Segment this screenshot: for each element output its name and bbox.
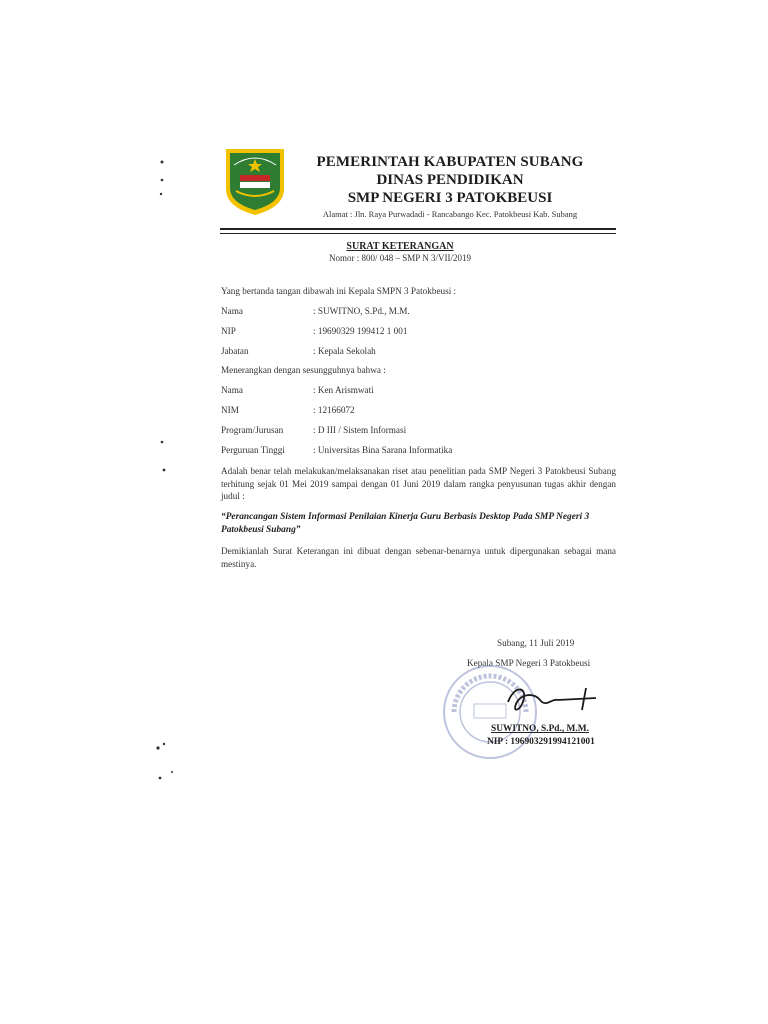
header-address: Alamat : Jln. Raya Purwadadi - Rancabango Kec. Patokbeusi Kab. Subang	[322, 209, 578, 219]
header-rule-thick	[220, 228, 616, 230]
student-university-label: Perguruan Tinggi	[221, 445, 285, 455]
student-program-label: Program/Jurusan	[221, 425, 284, 435]
subang-regency-emblem-icon	[222, 145, 288, 217]
statement-text: Menerangkan dengan sesungguhnya bahwa :	[221, 365, 386, 375]
letter-number: Nomor : 800/ 048 – SMP N 3/VII/2019	[329, 253, 471, 263]
student-university-value: : Universitas Bina Sarana Informatika	[313, 445, 453, 455]
student-program-value: : D III / Sistem Informasi	[313, 425, 407, 435]
letter-title: SURAT KETERANGAN	[346, 241, 454, 252]
thesis-title: “Perancangan Sistem Informasi Penilaian Kinerja Guru Berbasis Desktop Pada SMP Negeri 3 Patokbeusi Subang”	[221, 512, 590, 535]
body-paragraph: Adalah benar telah melakukan/melaksanakan riset atau penelitian pada SMP Negeri 3 Patokbeusi Subang terhitung sejak 01 Mei 2019 sampai dengan 01 Juni 2019 dalam rangka penyusunan tugas akhir dengan judul :	[221, 466, 616, 501]
student-name-label: Nama	[221, 385, 243, 395]
intro-text: Yang bertanda tangan dibawah ini Kepala SMPN 3 Patokbeusi :	[221, 286, 457, 296]
signer-position-value: : Kepala Sekolah	[313, 346, 376, 356]
header-government: PEMERINTAH KABUPATEN SUBANG	[316, 154, 584, 170]
header-rule-thin	[220, 233, 616, 234]
header-school: SMP NEGERI 3 PATOKBEUSI	[347, 190, 553, 206]
closing-paragraph: Demikianlah Surat Keterangan ini dibuat dengan sebenar-benarnya untuk dipergunakan sebagai mana mestinya.	[221, 546, 616, 569]
signature-place-date: Subang, 11 Juli 2019	[497, 638, 575, 648]
signer-name-value: : SUWITNO, S.Pd., M.M.	[313, 306, 410, 316]
scan-artifact-dots	[150, 150, 190, 790]
signer-nip-label: NIP	[221, 326, 236, 336]
signer-name-label: Nama	[221, 306, 243, 316]
student-nim-value: : 12166072	[313, 405, 355, 415]
header-department: DINAS PENDIDIKAN	[376, 172, 524, 188]
handwritten-signature-icon	[500, 680, 610, 720]
student-nim-label: NIM	[221, 405, 239, 415]
signer-position-label: Jabatan	[221, 346, 249, 356]
signer-name: SUWITNO, S.Pd., M.M.	[491, 724, 589, 734]
student-name-value: : Ken Arismwati	[313, 385, 374, 395]
signature-role: Kepala SMP Negeri 3 Patokbeusi	[467, 658, 591, 668]
signer-nip: NIP : 196903291994121001	[487, 737, 595, 747]
signer-nip-value: : 19690329 199412 1 001	[313, 326, 408, 336]
